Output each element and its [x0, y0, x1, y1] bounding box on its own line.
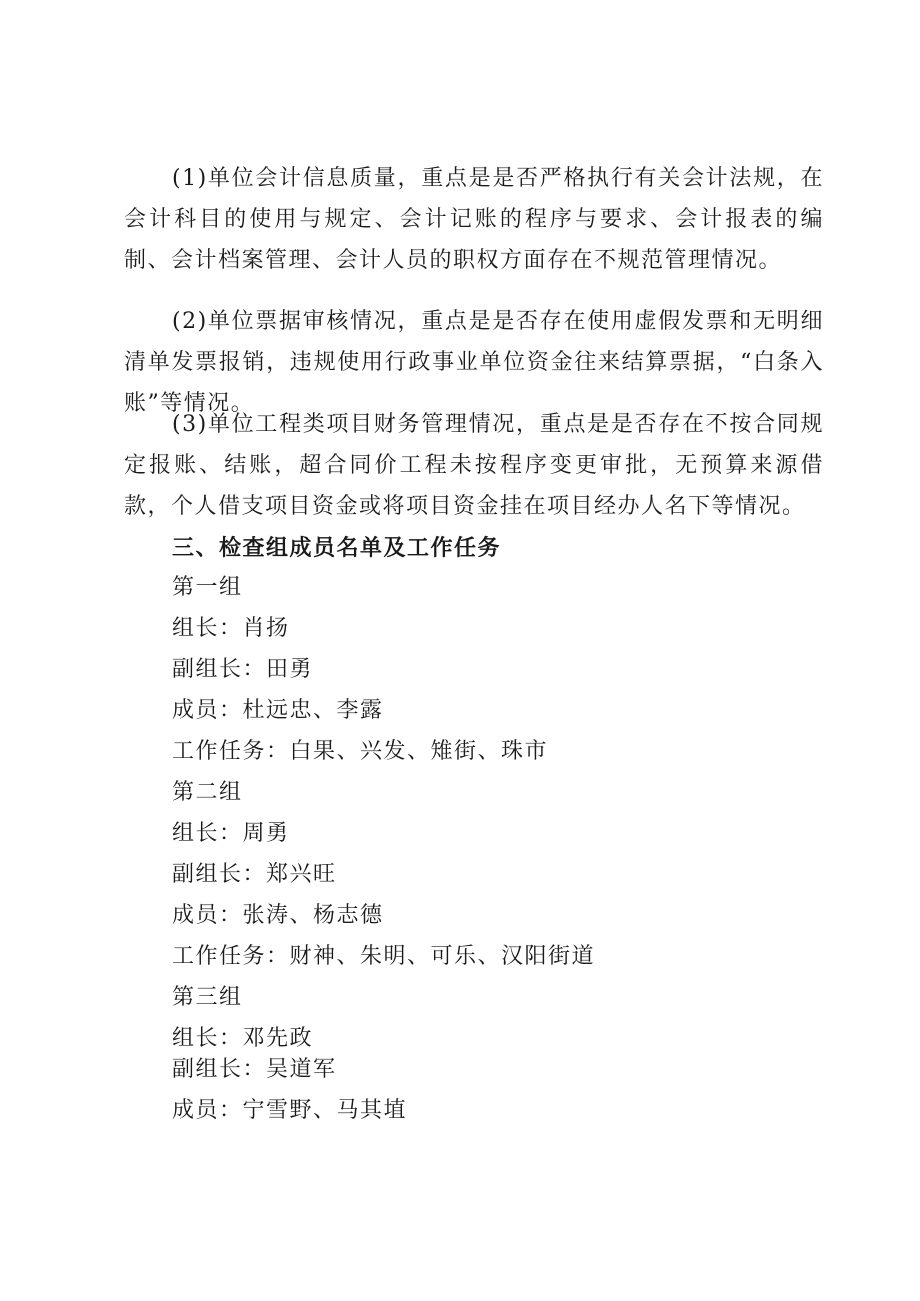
group-2-title: 第二组 — [172, 780, 243, 805]
group-3-title: 第三组 — [172, 985, 243, 1010]
group-1-deputy: 副组长：田勇 — [172, 657, 314, 682]
paragraph-invoice-review: (2)单位票据审核情况，重点是是否存在使用虚假发票和无明细清单发票报销，违规使用行政事业单位资金往来结算票据，“白条入账”等情况。 — [124, 309, 824, 416]
group-1-tasks: 工作任务：白果、兴发、雉街、珠市 — [172, 739, 549, 764]
group-3-deputy: 副组长：吴道军 — [172, 1057, 337, 1082]
group-2-deputy: 副组长：郑兴旺 — [172, 862, 337, 887]
section-heading: 三、检查组成员名单及工作任务 — [172, 535, 502, 561]
group-1-title: 第一组 — [172, 575, 243, 600]
paragraph-accounting-quality: (1)单位会计信息质量，重点是是否严格执行有关会计法规，在会计科目的使用与规定、会计记账的程序与要求、会计报表的编制、会计档案管理、会计人员的职权方面存在不规范管理情况。 — [124, 166, 824, 273]
group-1-leader: 组长：肖扬 — [172, 616, 290, 641]
group-3-members: 成员：宁雪野、马其埴 — [172, 1098, 408, 1123]
group-2-leader: 组长：周勇 — [172, 821, 290, 846]
paragraph-project-finance: (3)单位工程类项目财务管理情况，重点是是否存在不按合同规定报账、结账，超合同价工程未按程序变更审批，无预算来源借款，个人借支项目资金或将项目资金挂在项目经办人名下等情况。 — [124, 412, 824, 519]
group-1-members: 成员：杜远忠、李露 — [172, 698, 384, 723]
group-2-tasks: 工作任务：财神、朱明、可乐、汉阳街道 — [172, 944, 596, 969]
group-3-leader: 组长：邓先政 — [172, 1026, 314, 1051]
group-2-members: 成员：张涛、杨志德 — [172, 903, 384, 928]
